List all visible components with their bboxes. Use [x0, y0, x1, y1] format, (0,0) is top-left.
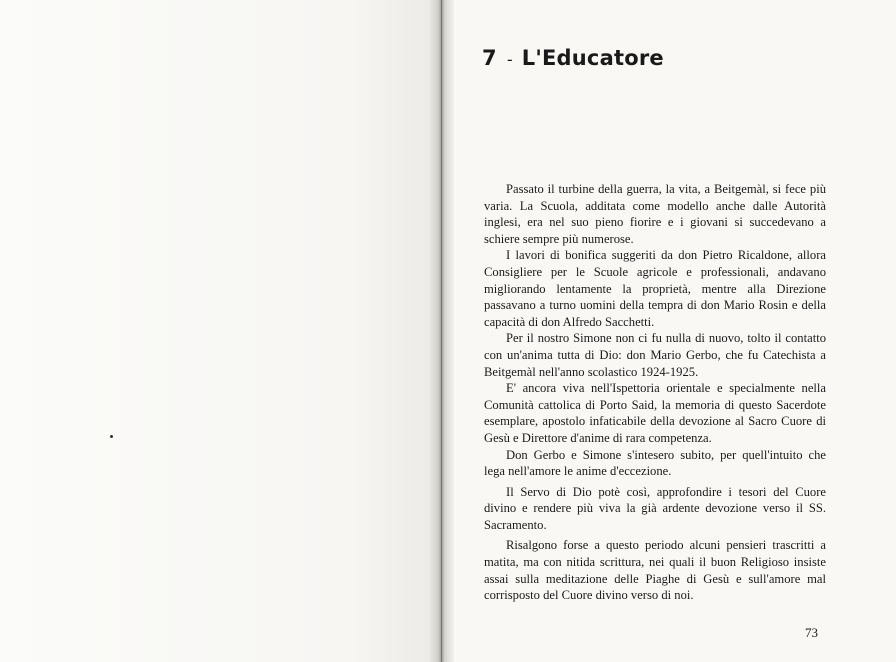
chapter-body — [484, 181, 826, 604]
chapter-number: 7 — [482, 46, 497, 70]
paragraph: I lavori di bonifica suggeriti da don Pietro Ricaldone, allora Consigliere per le Scuole agricole e professionali, andavano migliorando lentamente la proprietà, mentre alla Direzione passavano a turno uomini della tempra di don Mario Rosin e della capacità di don Alfredo Sacchetti. — [484, 248, 826, 329]
left-page — [0, 0, 436, 662]
paragraph: Passato il turbine della guerra, la vita, a Beitgemàl, si fece più varia. La Scuola, additata come modello anche dalle Autorità inglesi, era nel suo pieno fiorire e i giovani si succedevano a schiere sempre più numerose. — [484, 182, 826, 246]
chapter-separator: - — [506, 50, 513, 69]
ink-speck — [110, 435, 113, 438]
paragraph: E' ancora viva nell'Ispettoria orientale e specialmente nella Comunità cattolica di Porto Said, la memoria di questo Sacerdote esemplare, apostolo infaticabile della devozione al Sacro Cuore di Gesù e Direttore d'anime di rara competenza. — [484, 381, 826, 445]
paragraph: Don Gerbo e Simone s'intesero subito, per quell'intuito che lega nell'amore le anime d'eccezione. — [484, 447, 826, 479]
book-gutter — [430, 0, 454, 662]
paragraph: Risalgono forse a questo periodo alcuni pensieri trascritti a matita, ma con nitida scrittura, nei quali il buon Religioso insiste assai sulla meditazione delle Piaghe di Gesù e sull'amore mal corrisposto del Cuore divino verso di noi. — [484, 538, 826, 603]
chapter-heading — [482, 44, 842, 74]
chapter-title: L'Educatore — [521, 46, 664, 70]
gutter-fold-line — [441, 0, 442, 662]
paragraph: Per il nostro Simone non ci fu nulla di nuovo, tolto il contatto con un'anima tutta di Dio: don Mario Gerbo, che fu Catechista a Beitgemàl nell'anno scolastico 1924-1925. — [484, 331, 826, 379]
page-number: 73 — [805, 625, 818, 640]
paragraph: Il Servo di Dio potè così, approfondire i tesori del Cuore divino e rendere più viva la già ardente devozione verso il SS. Sacramento. — [484, 484, 826, 532]
